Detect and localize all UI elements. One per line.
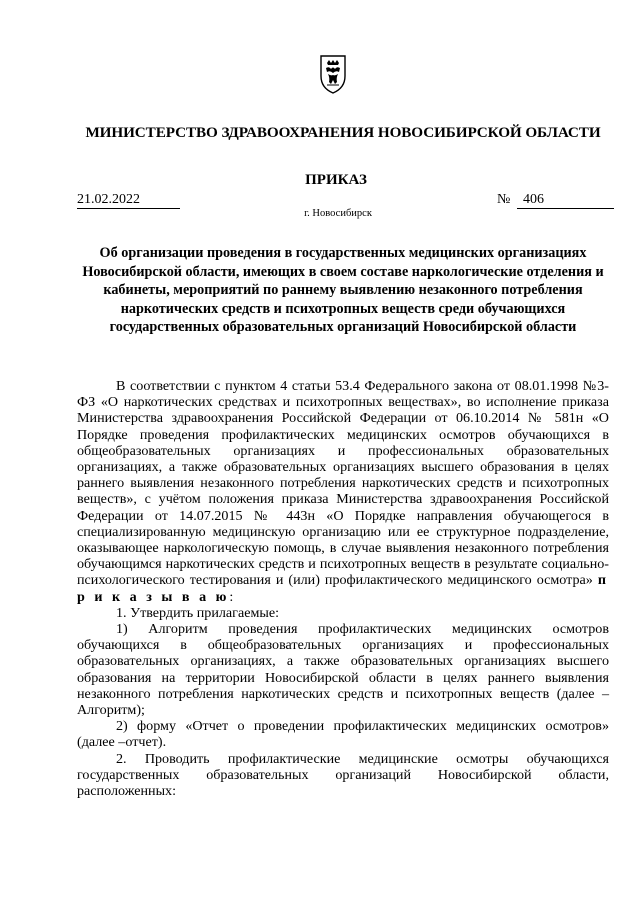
item-1: 1. Утвердить прилагаемые: [116,604,280,621]
order-subject: Об организации проведения в государственных медицинских организациях Новосибирской области, имеющих в своем составе наркологические отделения и кабинеты, мероприятий по раннему выявлению незаконного потребления наркотических средств и психотропных веществ среди обучающихся государственных образовательных организаций Новосибирской области [82,245,604,336]
item-1-1: 1) Алгоритм проведения профилактических медицинских осмотров обучающихся в общеобразовательных организациях и профессиональных образовательных организациях, а также образовательных организациях высшего образования на территории Новосибирской области в целях раннего выявления незаконного потребления наркотических средств и психотропных веществ (далее – Алгоритм); [77,621,609,719]
item-1-2: 2) форму «Отчет о проведении профилактических медицинских осмотров» (далее –отчет). [77,718,609,751]
order-date: 21.02.2022 [77,192,140,207]
ministry-name: МИНИСТЕРСТВО ЗДРАВООХРАНЕНИЯ НОВОСИБИРСКОЙ ОБЛАСТИ [85,124,601,141]
number-sign: № [497,192,511,207]
preamble-paragraph [77,378,609,605]
city: г. Новосибирск [304,208,372,219]
coat-of-arms-emblem [318,54,348,94]
document-type: ПРИКАЗ [305,172,367,188]
order-colon: : [229,588,234,605]
order-word: п р и к а з ы в а ю [77,572,609,605]
order-body [77,378,609,799]
preamble-text: В соответствии с пунктом 4 статьи 53.4 Федерального закона от 08.01.1998 №3-ФЗ «О наркотических средствах и психотропных веществах», во исполнение приказа Министерства здравоохранения Российской Федерации от 06.10.2014 № 581н «О Порядке проведения профилактических медицинских осмотров обучающихся в общеобразовательных организациях и профессиональных образовательных организациях, а также образовательных организациях высшего образования в целях раннего выявления незаконного потребления наркотических средств и психотропных веществ», с учётом положения приказа Министерства здравоохранения Российской Федерации от 14.07.2015 № 443н «О Порядке направления обучающегося в специализированную медицинскую организацию или ее структурное подразделение, оказывающее наркологическую помощь, в случае выявления незаконного потребления обучающимся наркотических средств и психотропных веществ в результате социально-психологического тестирования и (или) профилактического медицинского осмотра» [77,378,609,589]
order-number: 406 [523,192,544,207]
item-2: 2. Проводить профилактические медицинские осмотры обучающихся государственных образовательных организаций Новосибирской области, расположенных: [77,750,609,800]
